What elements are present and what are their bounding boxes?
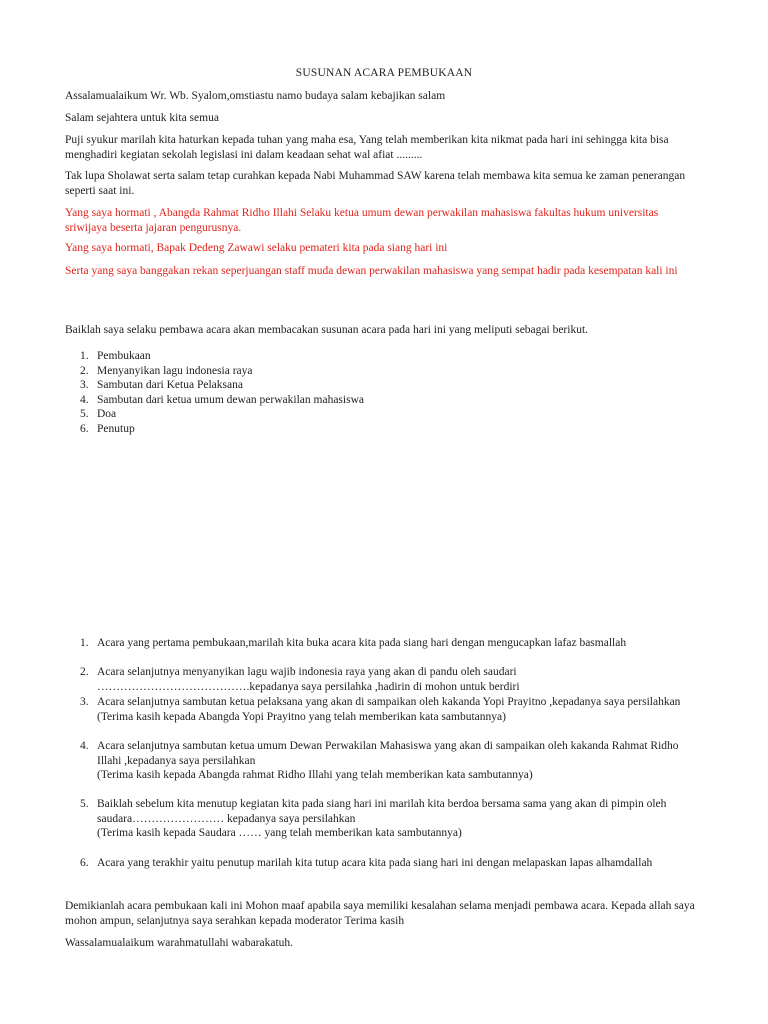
script-item-line: ………………………………….kepadanya saya persilahka ,hadirin di mohon untuk berdiri	[97, 680, 520, 693]
salam-paragraph: Salam sejahtera untuk kita semua	[65, 112, 219, 124]
script-item-number: 3.	[80, 696, 89, 708]
script-item-note: (Terima kasih kepada Abangda Yopi Prayitno yang telah memberikan kata sambutannya)	[97, 710, 506, 723]
intro-paragraph: Baiklah saya selaku pembawa acara akan membacakan susunan acara pada hari ini yang meliputi sebagai berikut.	[65, 324, 589, 336]
sholawat-paragraph: Tak lupa Sholawat serta salam tetap curahkan kepada Nabi Muhammad SAW karena telah membawa kita semua ke zaman penerangan seperti saat ini.	[65, 170, 686, 197]
script-item-number: 6.	[80, 857, 89, 869]
script-item-line: Acara selanjutnya menyanyikan lagu wajib indonesia raya yang akan di pandu oleh saudari	[97, 666, 517, 678]
script-item	[80, 739, 698, 783]
script-item	[80, 636, 698, 651]
script-item-number: 1.	[80, 637, 89, 649]
agenda-item-text: Pembukaan	[97, 350, 151, 362]
honorific-paragraph-2: Yang saya hormati, Bapak Dedeng Zawawi selaku pemateri kita pada siang hari ini	[65, 242, 448, 254]
agenda-item-number: 6.	[80, 422, 89, 435]
agenda-item-text: Doa	[97, 408, 117, 421]
script-item-line: Acara selanjutnya sambutan ketua pelaksana yang akan di sampaikan oleh kakanda Yopi Prayitno ,kepadanya saya persilahkan	[97, 696, 681, 708]
script-item-note: (Terima kasih kepada Saudara …… yang telah memberikan kata sambutannya)	[97, 827, 462, 839]
farewell-paragraph: Wassalamualaikum warahmatullahi wabarakatuh.	[65, 937, 294, 949]
script-item	[80, 695, 698, 724]
agenda-item-number: 1.	[80, 350, 89, 362]
script-item-line: Acara yang pertama pembukaan,marilah kita buka acara kita pada siang hari dengan mengucapkan lafaz basmallah	[97, 637, 627, 649]
script-item-line: Baiklah sebelum kita menutup kegiatan kita pada siang hari ini marilah kita berdoa bersama sama yang akan di pimpin oleh saudara…………………… kepadanya saya persilahkan	[97, 798, 667, 825]
script-item-number: 2.	[80, 666, 89, 678]
agenda-item-text: Sambutan dari ketua umum dewan perwakilan mahasiswa	[97, 393, 364, 406]
honorific-paragraph-1: Yang saya hormati , Abangda Rahmat Ridho Illahi Selaku ketua umum dewan perwakilan mahasiswa fakultas hukum universitas sriwijaya beserta jajaran pengurusnya.	[65, 207, 659, 234]
script-item-line: Acara yang terakhir yaitu penutup marilah kita tutup acara kita pada siang hari ini dengan melapaskan lapas alhamdallah	[97, 857, 653, 869]
greeting-paragraph: Assalamualaikum Wr. Wb. Syalom,omstiastu namo budaya salam kebajikan salam	[65, 90, 446, 102]
script-item	[80, 665, 698, 694]
agenda-item-text: Penutup	[97, 422, 135, 435]
syukur-paragraph: Puji syukur marilah kita haturkan kepada tuhan yang maha esa, Yang telah memberikan kita nikmat pada hari ini sehingga kita bisa menghadiri kegiatan sekolah legislasi ini dalam keadaan sehat wal afiat .........	[65, 134, 669, 161]
agenda-item-number: 5.	[80, 408, 89, 421]
agenda-item-number: 3.	[80, 379, 89, 392]
script-item	[80, 797, 698, 841]
agenda-item	[80, 422, 698, 437]
agenda-item-text: Sambutan dari Ketua Pelaksana	[97, 379, 243, 392]
agenda-list	[80, 349, 698, 437]
agenda-item-number: 4.	[80, 393, 89, 406]
closing-paragraph: Demikianlah acara pembukaan kali ini Mohon maaf apabila saya memiliki kesalahan selama menjadi pembawa acara. Kepada allah saya mohon ampun, selanjutnya saya serahkan kepada moderator Terima kasih	[65, 900, 695, 927]
honorific-paragraph-3: Serta yang saya banggakan rekan seperjuangan staff muda dewan perwakilan mahasiswa yang sempat hadir pada kesempatan kali ini	[65, 265, 678, 277]
script-item-number: 4.	[80, 740, 89, 752]
script-item-number: 5.	[80, 798, 89, 810]
agenda-item	[80, 393, 698, 408]
agenda-item-text: Menyanyikan lagu indonesia raya	[97, 364, 253, 377]
document-title: SUSUNAN ACARA PEMBUKAAN	[295, 67, 473, 79]
script-item-line: Acara selanjutnya sambutan ketua umum Dewan Perwakilan Mahasiswa yang akan di sampaikan oleh kakanda Rahmat Ridho Illahi ,kepadanya saya persilahkan	[97, 740, 679, 767]
script-item	[80, 856, 698, 871]
script-item-note: (Terima kasih kepada Abangda rahmat Ridho Illahi yang telah memberikan kata sambutannya)	[97, 769, 533, 781]
agenda-item	[80, 364, 698, 379]
agenda-item	[80, 407, 698, 422]
agenda-item	[80, 349, 698, 364]
agenda-item-number: 2.	[80, 364, 89, 377]
agenda-item	[80, 378, 698, 393]
